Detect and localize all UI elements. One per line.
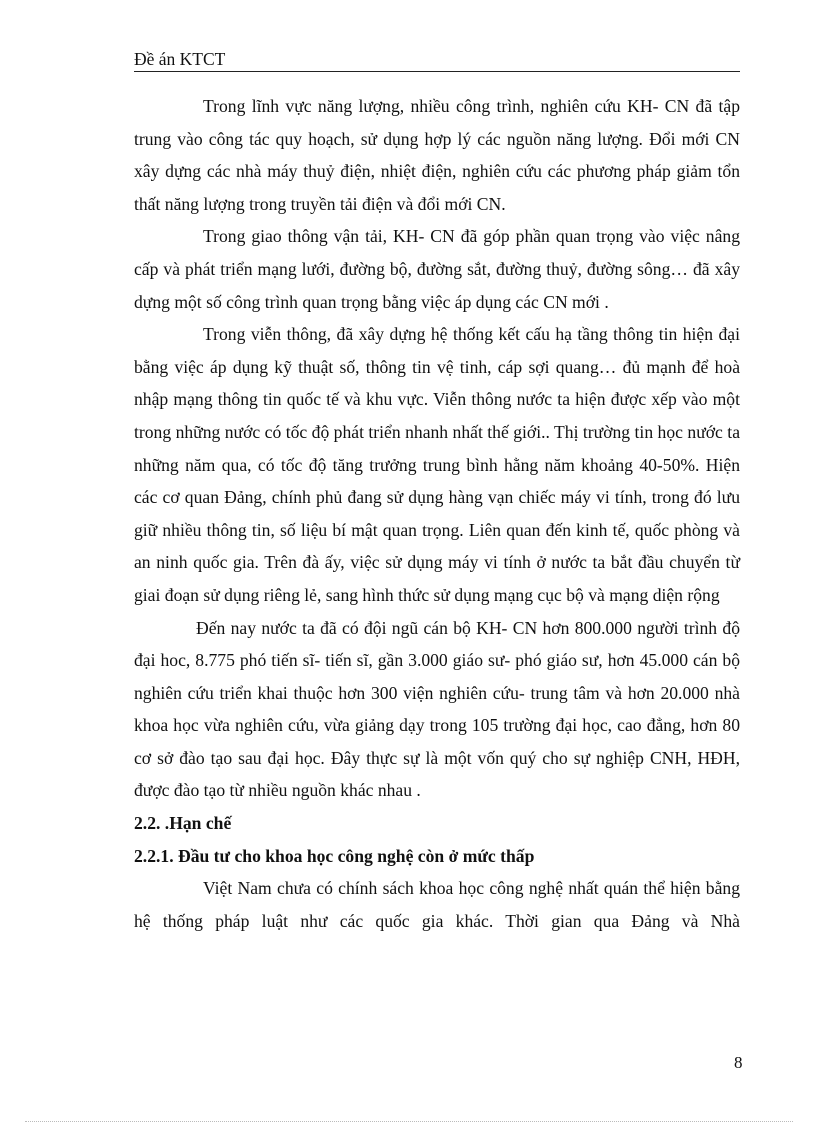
paragraph-energy: Trong lĩnh vực năng lượng, nhiều công trình, nghiên cứu KH- CN đã tập trung vào công tác quy hoạch, sử dụng hợp lý các nguồn năng lượng. Đổi mới CN xây dựng các nhà máy thuỷ điện, nhiệt điện, nghiên cứu các phương pháp giảm tổn thất năng lượng trong truyền tải điện và đổi mới CN. (134, 96, 740, 214)
header-title: Đề án KTCT (134, 49, 226, 69)
page-number: 8 (734, 1053, 743, 1072)
page-header (134, 48, 740, 72)
paragraph-transport: Trong giao thông vận tải, KH- CN đã góp phần quan trọng vào việc nâng cấp và phát triển mạng lưới, đường bộ, đường sắt, đường thuỷ, đường sông… đã xây dựng một số công trình quan trọng bằng việc áp dụng các CN mới . (134, 226, 740, 312)
section-heading: 2.2. .Hạn chế (134, 813, 232, 834)
page-boundary-divider (25, 1121, 793, 1122)
subsection-heading: 2.2.1. Đầu tư cho khoa học công nghệ còn ở mức thấp (134, 845, 535, 866)
document-body (134, 90, 740, 937)
paragraph-telecom: Trong viễn thông, đã xây dựng hệ thống kết cấu hạ tầng thông tin hiện đại bằng việc áp dụng kỹ thuật số, thông tin vệ tinh, cáp sợi quang… đủ mạnh để hoà nhập mạng thông tin quốc tế và khu vực. Viễn thông nước ta hiện được xếp vào một trong những nước có tốc độ phát triển nhanh nhất thế giới.. Thị trường tin học nước ta những năm qua, có tốc độ tăng trưởng trung bình hằng năm khoảng 40-50%. Hiện các cơ quan Đảng, chính phủ đang sử dụng hàng vạn chiếc máy vi tính, trong đó lưu giữ nhiều thông tin, số liệu bí mật quan trọng. Liên quan đến kinh tế, quốc phòng và an ninh quốc gia. Trên đà ấy, việc sử dụng máy vi tính ở nước ta bắt đầu chuyển từ giai đoạn sử dụng riêng lẻ, sang hình thức sử dụng mạng cục bộ và mạng diện rộng (134, 324, 740, 605)
paragraph-policy: Việt Nam chưa có chính sách khoa học công nghệ nhất quán thể hiện bằng hệ thống pháp luật như các quốc gia khác. Thời gian qua Đảng và Nhà (134, 878, 740, 931)
paragraph-workforce: Đến nay nước ta đã có đội ngũ cán bộ KH- CN hơn 800.000 người trình độ đại hoc, 8.775 phó tiến sĩ- tiến sĩ, gần 3.000 giáo sư- phó giáo sư, hơn 45.000 cán bộ nghiên cứu triển khai thuộc hơn 300 viện nghiên cứu- trung tâm và hơn 20.000 nhà khoa học vừa nghiên cứu, vừa giảng dạy trong 105 trường đại học, cao đẳng, hơn 80 cơ sở đào tạo sau đại học. Đây thực sự là một vốn quý cho sự nghiệp CNH, HĐH, được đào tạo từ nhiều nguồn khác nhau . (134, 617, 740, 801)
